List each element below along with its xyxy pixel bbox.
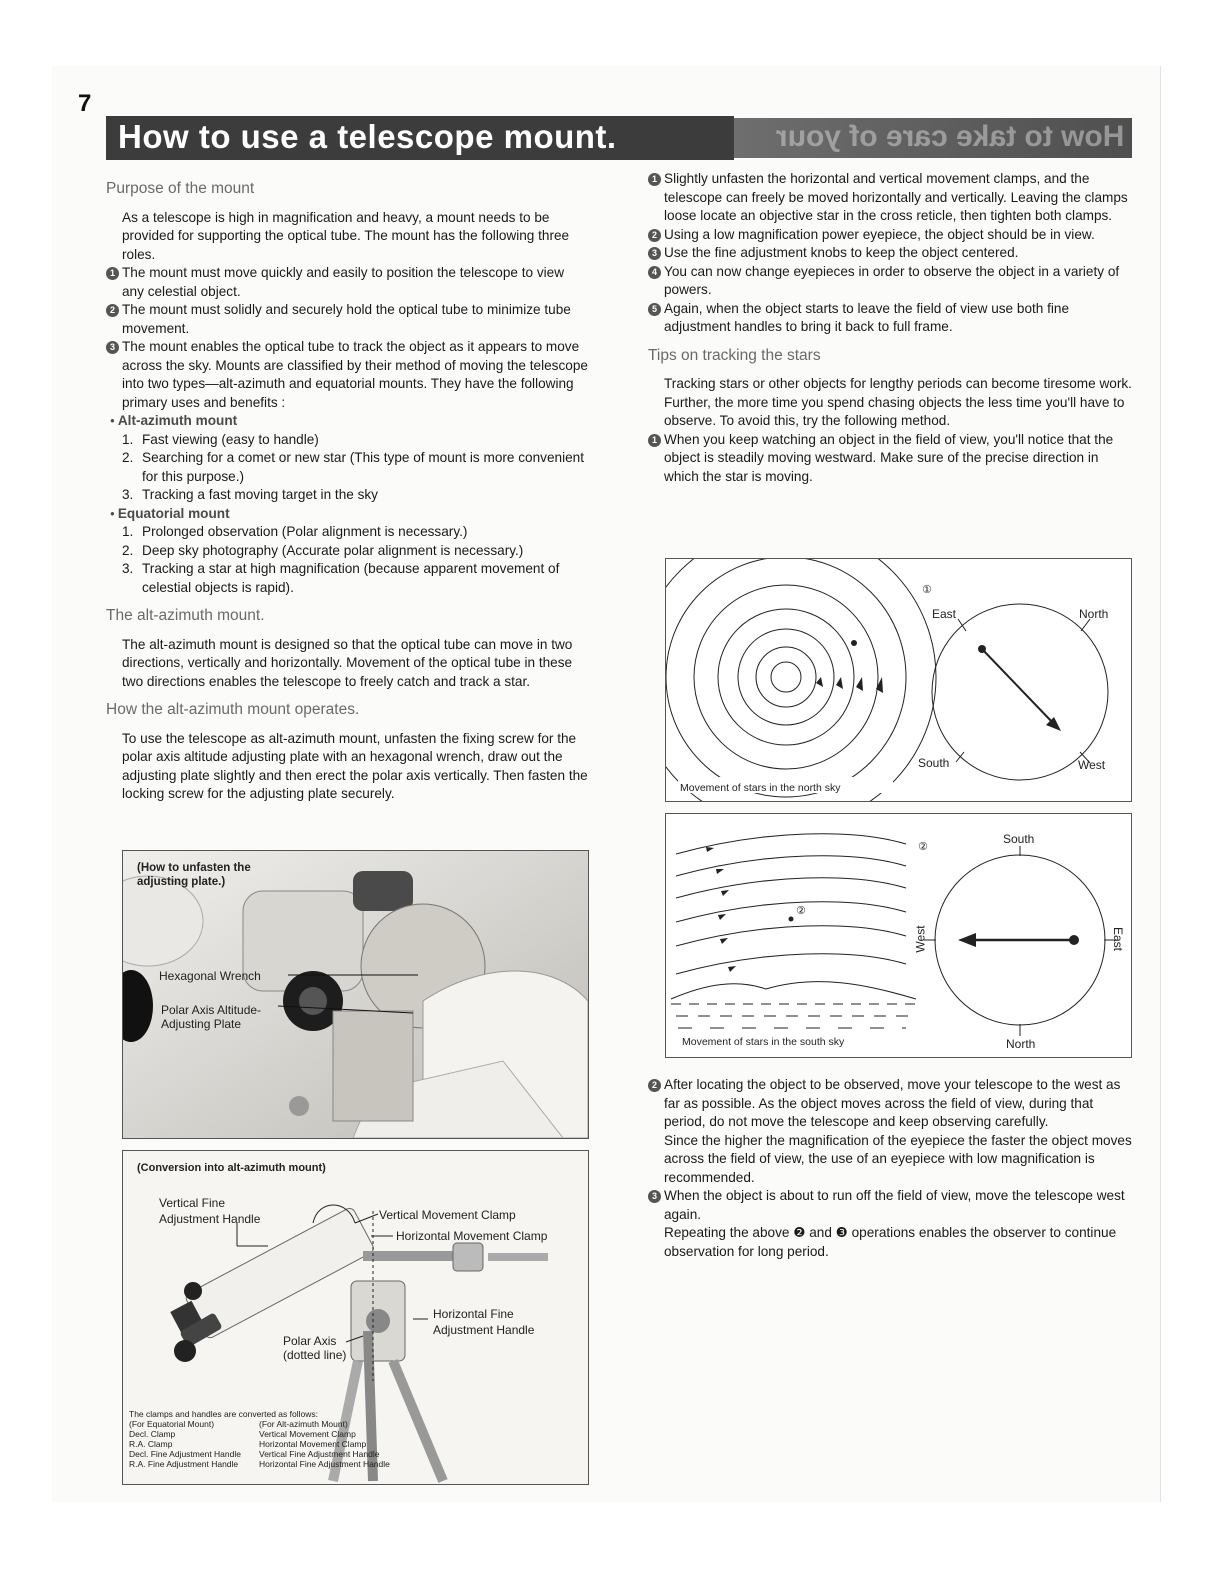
page-title: How to use a telescope mount. [118, 118, 617, 155]
purpose-item-2: 2 The mount must solidly and securely hold the optical tube to minimize tube movement. [106, 301, 588, 338]
right-column-continued [648, 1076, 1132, 1261]
north-diagram-north-label: North [1079, 607, 1109, 621]
south-diagram-east-label: East [1111, 926, 1126, 952]
procedure-step-3: 3 Use the fine adjustment knobs to keep the object centered. [648, 244, 1132, 263]
horizontal-fine-adjustment-label-line1: Horizontal Fine [433, 1307, 514, 1321]
photo1-caption: (How to unfasten the adjusting plate.) [137, 862, 251, 888]
step-number-2-icon: 2 [648, 229, 661, 242]
hexagonal-wrench-label: Hexagonal Wrench [159, 969, 261, 983]
altaz-text: The alt-azimuth mount is designed so that the optical tube can move in two directions, vertically and horizontally. Movement of the optical tube in these two directions enables the telescope to freely catch and track a star. [122, 636, 573, 689]
alt-azimuth-list [106, 431, 588, 505]
operates-text: To use the telescope as alt-azimuth mount, unfasten the fixing screw for the polar axis altitude adjusting plate with an hexagonal wrench, draw out the adjusting plate slightly and then erect the polar axis vertically. Then fasten the locking screw for the adjusting plate securely. [122, 730, 588, 801]
step-number-1-icon: 1 [648, 173, 661, 186]
step-number-2-icon: 2 [106, 304, 119, 317]
south-diagram-west-label: West [913, 925, 928, 953]
telescope-mount-photo-illustration [123, 851, 588, 1138]
list-item: 1. Prolonged observation (Polar alignment is necessary.) [122, 524, 468, 539]
step-number-4-icon: 4 [648, 266, 661, 279]
step-number-1-icon: 1 [106, 267, 119, 280]
north-diagram-caption: Movement of stars in the north sky [680, 782, 841, 794]
polar-axis-label-line1: Polar Axis [283, 1334, 337, 1348]
operates-heading: How the alt-azimuth mount operates. [106, 701, 360, 718]
step-number-5-icon: 5 [648, 303, 661, 316]
purpose-intro: As a telescope is high in magnification and heavy, a mount needs to be provided for supporting the optical tube. The mount has the following three roles. [122, 209, 570, 262]
north-diagram-south-label: South [918, 756, 950, 770]
south-sky-star-arcs [666, 814, 1131, 1057]
step-number-3-icon: 3 [648, 247, 661, 260]
north-diagram-east-label: East [932, 607, 957, 621]
tips-step-2-note: Since the higher the magnification of the eyepiece the faster the object moves across the field of view, the use of an eyepiece with low magnification is recommended. [664, 1132, 1132, 1185]
alt-azimuth-conversion-photo [122, 1150, 589, 1485]
tips-repeat-note: Repeating the above ❷ and ❸ operations enables the observer to continue observation for long period. [664, 1225, 1117, 1259]
purpose-item-3: 3 The mount enables the optical tube to track the object as it appears to move across the sky. Mounts are classified by their method of moving the telescope into two types—alt-azimuth and equatorial mounts. They have the following primary uses and benefits : [106, 338, 588, 412]
table-row: Decl. Fine Adjustment Handle Vertical Fine Adjustment Handle [129, 1449, 380, 1459]
tips-step-2: 2 After locating the object to be observed, move your telescope to the west as far as possible. As the object moves across the field of view, during that period, do not move the telescope and keep observing carefully. [648, 1076, 1132, 1132]
purpose-heading: Purpose of the mount [106, 180, 255, 197]
step-number-3-icon: 3 [106, 341, 119, 354]
procedure-step-1: 1 Slightly unfasten the horizontal and vertical movement clamps, and the telescope can freely be moved horizontally and vertically. Leaving the clamps loose locate an objective star in the cross reticle, then tighten both clamps. [648, 170, 1132, 226]
conversion-table [129, 1409, 390, 1469]
step-number-2-icon: 2 [648, 1079, 661, 1092]
tips-step-1: 1 When you keep watching an object in the field of view, you'll notice that the object is steadily moving westward. Make sure of the precise direction in which the star is moving. [648, 431, 1132, 487]
equatorial-list [106, 523, 588, 597]
south-diagram-south-label: South [1003, 832, 1035, 846]
bleed-through-title-bar [734, 118, 1132, 158]
south-diagram-north-label: North [1006, 1037, 1036, 1051]
procedure-step-5: 5 Again, when the object starts to leave the field of view use both fine adjustment handles to bring it back to full frame. [648, 300, 1132, 337]
list-item: 1. Fast viewing (easy to handle) [122, 431, 319, 447]
polar-axis-label-line2: (dotted line) [283, 1348, 347, 1362]
procedure-step-2: 2 Using a low magnification power eyepiece, the object should be in view. [648, 226, 1132, 245]
polar-axis-plate-label-line1: Polar Axis Altitude- [161, 1003, 262, 1017]
polar-axis-plate-label-line2: Adjusting Plate [161, 1017, 242, 1031]
south-diagram-caption: Movement of stars in the south sky [682, 1036, 845, 1048]
equatorial-subheading: ● Equatorial mount [106, 505, 588, 524]
vertical-fine-adjustment-label-line2: Adjustment Handle [159, 1212, 261, 1226]
purpose-item-1: 1 The mount must move quickly and easily to position the telescope to view any celestial object. [106, 264, 588, 301]
vertical-movement-clamp-label: Vertical Movement Clamp [379, 1208, 516, 1222]
north-diagram-west-label: West [1078, 758, 1106, 772]
table-row: R.A. Fine Adjustment Handle Horizontal Fine Adjustment Handle [129, 1459, 390, 1469]
altaz-heading: The alt-azimuth mount. [106, 607, 265, 624]
tips-heading: Tips on tracking the stars [648, 346, 821, 364]
tips-step-3: 3 When the object is about to run off the field of view, move the telescope west again. [648, 1187, 1132, 1224]
page-title-bar [106, 116, 734, 160]
horizontal-movement-clamp-label: Horizontal Movement Clamp [396, 1229, 548, 1243]
table-row: R.A. Clamp Horizontal Movement Clamp [129, 1439, 367, 1449]
step-number-3-icon: 3 [648, 1190, 661, 1203]
table-row: (For Equatorial Mount) (For Alt-azimuth Mount) [129, 1419, 348, 1429]
south-sky-diagram [665, 813, 1132, 1058]
south-marker-label-top: ② [918, 841, 928, 853]
north-marker-label: ① [922, 584, 932, 596]
photo2-caption: (Conversion into alt-azimuth mount) [137, 1162, 326, 1174]
procedure-step-4: 4 You can now change eyepieces in order to observe the object in a variety of powers. [648, 263, 1132, 300]
tips-text: Tracking stars or other objects for lengthy periods can become tiresome work. Further, the more time you spend chasing objects the less time you'll have to observe. To avoid this, try the following method. [664, 376, 1132, 428]
vertical-fine-adjustment-label-line1: Vertical Fine [159, 1196, 226, 1210]
conversion-table-intro: The clamps and handles are converted as follows: [129, 1409, 318, 1419]
list-item: 3. Tracking a star at high magnification (because apparent movement of celestial objects is rapid). [122, 561, 560, 595]
south-marker-label-arc: ② [796, 905, 806, 917]
north-sky-diagram [665, 558, 1132, 802]
left-column [106, 180, 588, 804]
alt-azimuth-subheading: ● Alt-azimuth mount [106, 412, 588, 431]
right-column [648, 170, 1132, 486]
north-sky-star-circles [666, 559, 1131, 801]
table-row: Decl. Clamp Vertical Movement Clamp [129, 1429, 356, 1439]
step-number-1-icon: 1 [648, 434, 661, 447]
bleed-through-title: How to take care of your [775, 120, 1124, 153]
page-number: 7 [78, 90, 92, 117]
list-item: 2. Deep sky photography (Accurate polar alignment is necessary.) [122, 542, 524, 558]
horizontal-fine-adjustment-label-line2: Adjustment Handle [433, 1323, 535, 1337]
list-item: 2. Searching for a comet or new star (This type of mount is more convenient for this purpose.) [122, 450, 584, 484]
list-item: 3. Tracking a fast moving target in the sky [122, 487, 378, 502]
adjusting-plate-photo [122, 850, 589, 1139]
